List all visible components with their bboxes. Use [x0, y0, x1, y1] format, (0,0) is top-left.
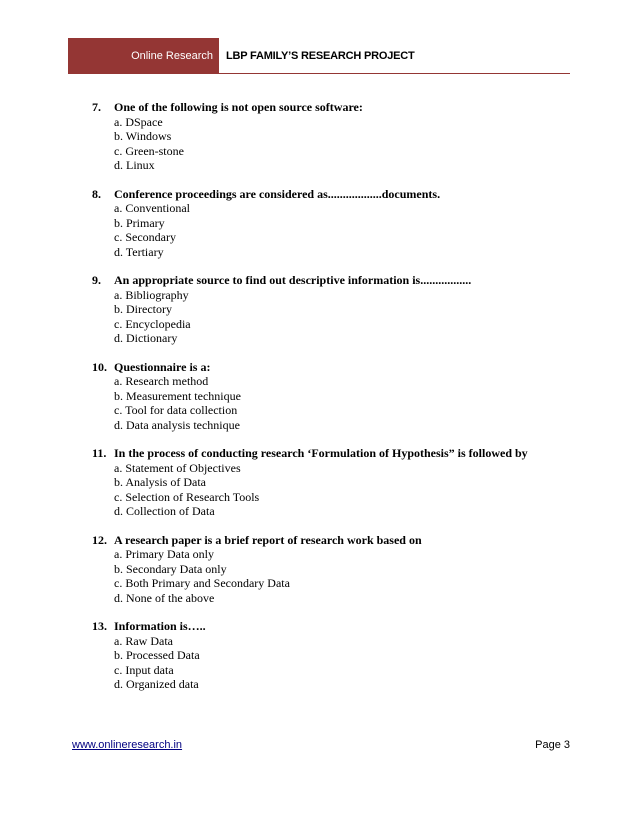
- option-item: a. DSpace: [114, 114, 163, 129]
- question-text: One of the following is not open source software:: [114, 100, 363, 114]
- option-item: a. Primary Data only: [114, 547, 214, 561]
- option-item: a. Statement of Objectives: [114, 460, 241, 475]
- option-item: c. Both Primary and Secondary Data: [114, 576, 290, 590]
- question-number: 7.: [92, 100, 101, 114]
- question-number: 13.: [92, 619, 107, 633]
- website-link[interactable]: www.onlineresearch.in: [72, 739, 183, 751]
- option-item: c. Green-stone: [114, 143, 184, 158]
- page-footer: [72, 739, 570, 751]
- page-header: [68, 38, 570, 74]
- option-list: [114, 547, 572, 605]
- option-list: [114, 461, 572, 519]
- option-item: a. Research method: [114, 374, 209, 388]
- option-list: [114, 288, 572, 346]
- question-number: 10.: [92, 359, 107, 374]
- option-item: d. Dictionary: [114, 331, 178, 345]
- question-text: Conference proceedings are considered as..................documents.: [114, 186, 441, 201]
- question-line: [92, 100, 572, 115]
- option-item: a. Conventional: [114, 201, 190, 215]
- option-item: d. None of the above: [114, 590, 215, 605]
- option-item: d. Tertiary: [114, 244, 164, 259]
- option-item: c. Tool for data collection: [114, 403, 238, 417]
- question-item: [92, 100, 572, 173]
- question-line: [92, 533, 572, 548]
- option-item: b. Secondary Data only: [114, 561, 227, 576]
- question-item: [92, 273, 572, 346]
- question-text: A research paper is a brief report of research work based on: [114, 532, 422, 547]
- question-line: [92, 187, 572, 202]
- question-text: In the process of conducting research ‘Formulation of Hypothesis” is followed by: [114, 446, 528, 460]
- option-list: [114, 115, 572, 173]
- option-item: d. Collection of Data: [114, 504, 215, 518]
- option-item: a. Raw Data: [114, 633, 173, 648]
- option-list: [114, 201, 572, 259]
- question-list: [92, 100, 572, 706]
- question-item: [92, 533, 572, 606]
- question-number: 11.: [92, 446, 107, 460]
- option-item: a. Bibliography: [114, 287, 189, 302]
- option-item: d. Data analysis technique: [114, 417, 240, 432]
- option-item: d. Organized data: [114, 677, 199, 691]
- question-item: [92, 187, 572, 260]
- option-item: b. Directory: [114, 302, 172, 316]
- question-number: 12.: [92, 532, 107, 547]
- option-list: [114, 634, 572, 692]
- question-line: [92, 619, 572, 634]
- option-item: c. Input data: [114, 662, 174, 677]
- option-item: c. Secondary: [114, 230, 176, 244]
- option-item: b. Primary: [114, 215, 165, 230]
- option-item: c. Encyclopedia: [114, 316, 191, 331]
- header-section-label: Online Research: [68, 38, 219, 74]
- question-item: [92, 446, 572, 519]
- question-text: Information is…..: [114, 619, 206, 633]
- question-line: [92, 360, 572, 375]
- option-item: b. Measurement technique: [114, 388, 241, 403]
- question-text: An appropriate source to find out descriptive information is.................: [114, 273, 472, 287]
- question-text: Questionnaire is a:: [114, 359, 211, 374]
- option-list: [114, 374, 572, 432]
- option-item: d. Linux: [114, 158, 155, 172]
- question-number: 8.: [92, 186, 101, 201]
- option-item: b. Windows: [114, 129, 172, 143]
- option-item: b. Processed Data: [114, 648, 200, 662]
- page-number: Page 3: [535, 739, 570, 751]
- question-line: [92, 273, 572, 288]
- question-number: 9.: [92, 273, 101, 287]
- header-title: LBP FAMILY’S RESEARCH PROJECT: [219, 38, 570, 74]
- option-item: b. Analysis of Data: [114, 475, 206, 489]
- question-item: [92, 619, 572, 692]
- option-item: c. Selection of Research Tools: [114, 489, 260, 504]
- question-item: [92, 360, 572, 433]
- question-line: [92, 446, 572, 461]
